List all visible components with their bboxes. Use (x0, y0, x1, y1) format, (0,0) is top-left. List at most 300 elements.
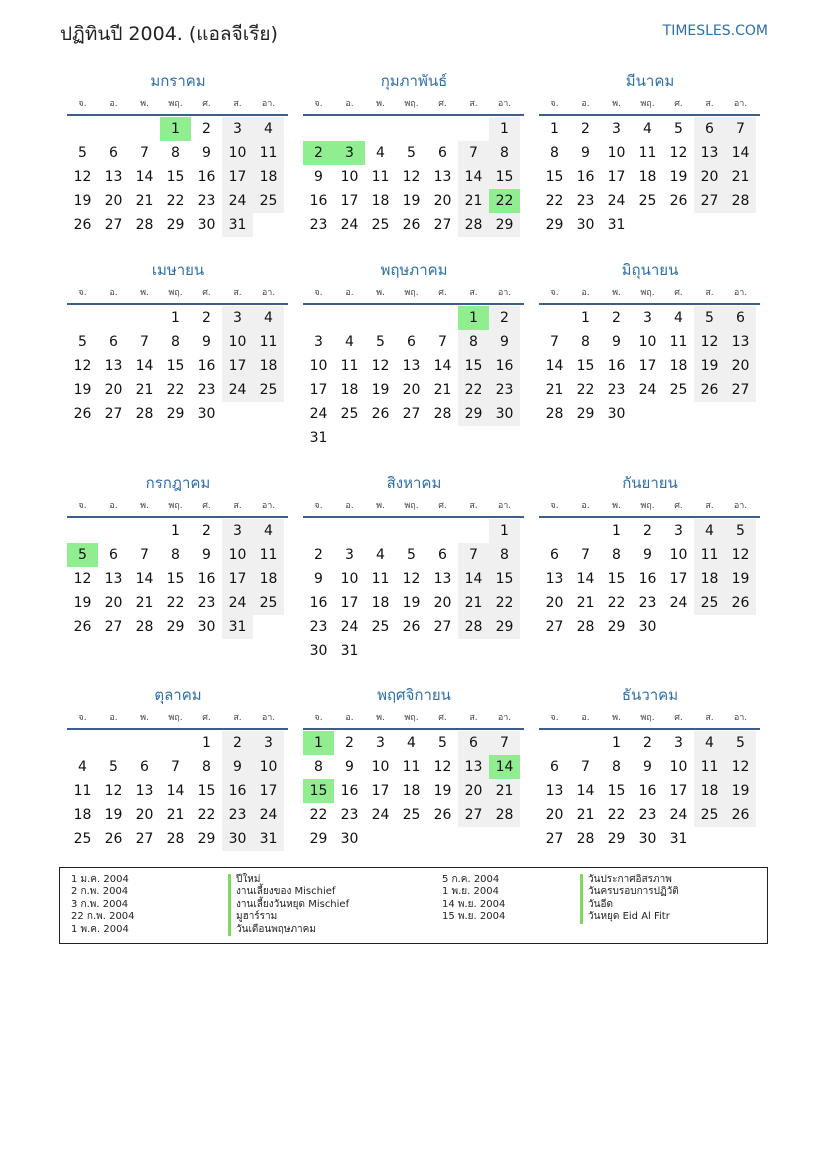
day-cell: 8 (171, 145, 180, 161)
week-row (303, 354, 525, 378)
header-rule (539, 516, 760, 518)
weekday-label: พฤ. (640, 99, 655, 109)
day-cell: 24 (340, 217, 359, 233)
weekday-label: ส. (705, 288, 714, 298)
weekday-label: พ. (140, 713, 149, 723)
day-cell: 28 (576, 831, 595, 847)
day-cell: 28 (458, 615, 489, 639)
day-cell: 17 (669, 783, 688, 799)
weekday-label: อา. (261, 288, 276, 298)
day-cell: 23 (638, 807, 657, 823)
day-cell: 21 (458, 591, 489, 615)
month-name: ตุลาคม (154, 686, 202, 704)
day-cell: 26 (73, 217, 92, 233)
day-cell: 14 (166, 783, 185, 799)
holiday-date: 2 ก.พ. 2004 (71, 886, 129, 898)
day-cell: 16 (576, 169, 595, 185)
day-cell: 5 (694, 306, 725, 330)
holiday-dates-left (71, 874, 135, 936)
week-row (303, 803, 525, 827)
day-cell: 26 (371, 406, 390, 422)
week-row (539, 354, 761, 378)
day-cell: 16 (197, 571, 216, 587)
day-cell: 1 (612, 735, 621, 751)
day-cell: 8 (489, 141, 520, 165)
day-cell: 18 (253, 165, 284, 189)
weekday-label: ศ. (674, 99, 683, 109)
day-cell: 19 (402, 595, 421, 611)
day-cell: 3 (253, 731, 284, 755)
empty-cell (663, 402, 694, 426)
weekday-label: พฤ. (404, 501, 419, 511)
day-cell: 28 (135, 406, 154, 422)
day-cell: 14 (576, 571, 595, 587)
day-cell: 30 (607, 406, 626, 422)
day-cell: 6 (140, 759, 149, 775)
day-cell: 5 (376, 334, 385, 350)
day-cell: 10 (669, 759, 688, 775)
day-cell: 18 (669, 358, 688, 374)
weekday-label: ส. (233, 713, 242, 723)
day-cell: 25 (253, 591, 284, 615)
day-cell: 8 (314, 759, 323, 775)
day-cell: 25 (371, 619, 390, 635)
day-cell: 8 (171, 547, 180, 563)
day-cell: 22 (607, 595, 626, 611)
day-cell: 28 (489, 803, 520, 827)
day-cell: 13 (104, 169, 123, 185)
weekday-label: ศ. (202, 99, 211, 109)
holiday-date: 1 พ.ย. 2004 (442, 886, 499, 898)
week-row (539, 306, 761, 330)
week-row (539, 213, 761, 237)
empty-cell (365, 426, 396, 450)
week-row (303, 165, 525, 189)
day-cell: 27 (433, 217, 452, 233)
day-cell: 17 (638, 358, 657, 374)
day-cell: 2 (581, 121, 590, 137)
day-cell: 30 (197, 406, 216, 422)
weekday-header (303, 281, 525, 303)
day-cell: 22 (166, 595, 185, 611)
weekday-header (539, 494, 761, 516)
week-row (67, 213, 289, 237)
month-block (67, 684, 289, 851)
day-cell: 11 (694, 543, 725, 567)
month-name: กุมภาพันธ์ (380, 72, 448, 90)
day-cell: 11 (694, 755, 725, 779)
week-row (67, 591, 289, 615)
day-cell: 17 (253, 779, 284, 803)
day-cell: 27 (725, 378, 756, 402)
day-cell: 2 (303, 141, 334, 165)
weekday-label: ศ. (202, 713, 211, 723)
day-cell: 14 (458, 567, 489, 591)
day-cell: 15 (576, 358, 595, 374)
day-cell: 5 (725, 731, 756, 755)
day-cell: 3 (612, 121, 621, 137)
day-cell: 20 (545, 807, 564, 823)
empty-cell (396, 426, 427, 450)
day-cell: 1 (489, 519, 520, 543)
day-cell: 15 (489, 567, 520, 591)
holiday-name: มูฮาร์ราม (228, 911, 349, 923)
week-row (303, 117, 525, 141)
day-cell: 27 (104, 619, 123, 635)
weekday-label: พ. (140, 288, 149, 298)
day-cell: 2 (489, 306, 520, 330)
day-cell: 20 (104, 595, 123, 611)
day-cell: 10 (222, 330, 253, 354)
day-cell: 22 (197, 807, 216, 823)
day-cell: 12 (104, 783, 123, 799)
day-cell: 17 (371, 783, 390, 799)
day-cell: 2 (612, 310, 621, 326)
day-cell: 10 (309, 358, 328, 374)
day-cell: 12 (669, 145, 688, 161)
month-name: สิงหาคม (386, 474, 442, 492)
day-cell: 24 (253, 803, 284, 827)
day-cell: 31 (309, 430, 328, 446)
day-cell: 30 (309, 643, 328, 659)
week-row (67, 567, 289, 591)
day-cell: 7 (489, 731, 520, 755)
day-cell: 13 (135, 783, 154, 799)
day-cell: 25 (638, 193, 657, 209)
day-cell: 28 (166, 831, 185, 847)
week-row (303, 330, 525, 354)
day-cell: 27 (458, 803, 489, 827)
weekday-label: พฤ. (404, 288, 419, 298)
month-block (539, 472, 761, 639)
week-row (303, 543, 525, 567)
empty-cell (725, 827, 756, 851)
weekday-label: จ. (78, 99, 87, 109)
week-row (67, 543, 289, 567)
day-cell: 24 (669, 595, 688, 611)
week-row (67, 306, 289, 330)
day-cell: 27 (104, 217, 123, 233)
day-cell: 23 (197, 595, 216, 611)
day-cell: 17 (309, 382, 328, 398)
day-cell: 1 (458, 306, 489, 330)
weekday-label: ศ. (202, 288, 211, 298)
day-cell: 12 (725, 543, 756, 567)
week-row (303, 591, 525, 615)
day-cell: 29 (197, 831, 216, 847)
day-cell: 11 (340, 358, 359, 374)
day-cell: 23 (309, 619, 328, 635)
day-cell: 11 (371, 571, 390, 587)
day-cell: 28 (576, 619, 595, 635)
weekday-label: จ. (78, 288, 87, 298)
day-cell: 5 (725, 519, 756, 543)
day-cell: 22 (166, 382, 185, 398)
day-cell: 9 (643, 547, 652, 563)
day-cell: 29 (489, 213, 520, 237)
day-cell: 27 (104, 406, 123, 422)
day-cell: 3 (376, 735, 385, 751)
holiday-dates-right (442, 874, 505, 924)
day-cell: 29 (576, 406, 595, 422)
weekday-label: พ. (376, 501, 385, 511)
weekday-label: พฤ. (168, 501, 183, 511)
week-row (67, 330, 289, 354)
day-cell: 10 (340, 571, 359, 587)
empty-cell (253, 402, 284, 426)
day-cell: 29 (545, 217, 564, 233)
day-cell: 19 (433, 783, 452, 799)
day-cell: 21 (135, 382, 154, 398)
day-cell: 16 (340, 783, 359, 799)
day-cell: 19 (104, 807, 123, 823)
empty-cell (694, 213, 725, 237)
day-cell: 12 (725, 755, 756, 779)
day-cell: 29 (607, 619, 626, 635)
day-cell: 30 (222, 827, 253, 851)
day-cell: 18 (371, 595, 390, 611)
day-cell: 3 (345, 547, 354, 563)
day-cell: 20 (104, 382, 123, 398)
day-cell: 28 (725, 189, 756, 213)
day-cell: 14 (135, 571, 154, 587)
day-cell: 12 (402, 169, 421, 185)
day-cell: 5 (109, 759, 118, 775)
day-cell: 23 (340, 807, 359, 823)
empty-cell (129, 731, 160, 755)
day-cell: 18 (73, 807, 92, 823)
weekday-label: ศ. (674, 501, 683, 511)
weekday-label: อ. (581, 713, 590, 723)
empty-cell (67, 117, 98, 141)
day-cell: 14 (458, 165, 489, 189)
day-cell: 23 (607, 382, 626, 398)
day-cell: 14 (433, 358, 452, 374)
week-row (539, 779, 761, 803)
empty-cell (365, 117, 396, 141)
weekday-label: ส. (233, 288, 242, 298)
day-cell: 27 (402, 406, 421, 422)
empty-cell (458, 426, 489, 450)
weekday-label: ส. (233, 501, 242, 511)
day-cell: 28 (433, 406, 452, 422)
weekday-label: อ. (345, 99, 354, 109)
holiday-name: วันเดือนพฤษภาคม (228, 924, 349, 936)
day-cell: 3 (222, 117, 253, 141)
empty-cell (396, 306, 427, 330)
day-cell: 20 (725, 354, 756, 378)
day-cell: 29 (458, 402, 489, 426)
empty-cell (663, 213, 694, 237)
day-cell: 30 (197, 619, 216, 635)
weekday-label: พ. (140, 99, 149, 109)
day-cell: 25 (253, 189, 284, 213)
day-cell: 9 (202, 145, 211, 161)
day-cell: 9 (222, 755, 253, 779)
weekday-label: อ. (109, 713, 118, 723)
day-cell: 28 (135, 217, 154, 233)
month-name: กันยายน (622, 474, 678, 492)
day-cell: 24 (669, 807, 688, 823)
weekday-label: ส. (233, 99, 242, 109)
weekday-label: ศ. (438, 713, 447, 723)
day-cell: 20 (694, 165, 725, 189)
day-cell: 27 (545, 831, 564, 847)
empty-cell (98, 306, 129, 330)
holiday-date: 3 ก.พ. 2004 (71, 898, 129, 910)
day-cell: 19 (402, 193, 421, 209)
day-cell: 14 (545, 358, 564, 374)
day-cell: 7 (458, 141, 489, 165)
day-cell: 18 (638, 169, 657, 185)
weekday-label: พฤ. (404, 99, 419, 109)
day-cell: 16 (309, 193, 328, 209)
day-cell: 13 (433, 169, 452, 185)
empty-cell (253, 213, 284, 237)
empty-cell (129, 519, 160, 543)
day-cell: 13 (694, 141, 725, 165)
week-row (539, 402, 761, 426)
month-block (539, 70, 761, 237)
day-cell: 17 (340, 193, 359, 209)
empty-cell (396, 639, 427, 663)
day-cell: 13 (433, 571, 452, 587)
empty-cell (98, 117, 129, 141)
day-cell: 1 (489, 117, 520, 141)
day-cell: 11 (253, 141, 284, 165)
week-row (539, 189, 761, 213)
page-title: ปฏิทินปี 2004. (แอลจีเรีย) (60, 23, 278, 45)
weekday-label: ศ. (438, 288, 447, 298)
empty-cell (427, 827, 458, 851)
week-row (67, 378, 289, 402)
week-row (303, 827, 525, 851)
empty-cell (539, 306, 570, 330)
day-cell: 1 (171, 310, 180, 326)
day-cell: 8 (612, 759, 621, 775)
day-cell: 9 (314, 169, 323, 185)
day-cell: 5 (438, 735, 447, 751)
empty-cell (694, 827, 725, 851)
day-cell: 21 (576, 595, 595, 611)
week-row (67, 141, 289, 165)
day-cell: 6 (694, 117, 725, 141)
week-row (303, 639, 525, 663)
empty-cell (458, 827, 489, 851)
weekday-label: อา. (497, 288, 512, 298)
month-name: กรกฎาคม (145, 474, 211, 492)
day-cell: 28 (458, 213, 489, 237)
day-cell: 3 (674, 523, 683, 539)
day-cell: 24 (340, 619, 359, 635)
day-cell: 26 (433, 807, 452, 823)
header-rule (539, 728, 760, 730)
day-cell: 16 (489, 354, 520, 378)
weekday-label: อ. (109, 288, 118, 298)
day-cell: 6 (109, 145, 118, 161)
day-cell: 15 (607, 783, 626, 799)
weekday-label: ส. (469, 288, 478, 298)
week-row (67, 117, 289, 141)
day-cell: 23 (309, 217, 328, 233)
week-row (67, 779, 289, 803)
day-cell: 9 (202, 547, 211, 563)
day-cell: 31 (222, 213, 253, 237)
day-cell: 7 (550, 334, 559, 350)
day-cell: 13 (458, 755, 489, 779)
weekday-label: อา. (261, 99, 276, 109)
weekday-label: พฤ. (640, 501, 655, 511)
weekday-label: ศ. (438, 501, 447, 511)
weekday-header (539, 706, 761, 728)
empty-cell (632, 402, 663, 426)
day-cell: 4 (253, 117, 284, 141)
holiday-legend (59, 867, 768, 944)
month-name: มิถุนายน (621, 261, 679, 279)
month-name: ธันวาคม (621, 686, 679, 704)
day-cell: 12 (73, 358, 92, 374)
site-link[interactable]: TIMESLES.COM (662, 23, 768, 39)
header-rule (67, 728, 288, 730)
week-row (303, 615, 525, 639)
day-cell: 24 (638, 382, 657, 398)
day-cell: 25 (253, 378, 284, 402)
holiday-date: 1 ม.ค. 2004 (71, 874, 129, 885)
day-cell: 21 (458, 189, 489, 213)
day-cell: 11 (638, 145, 657, 161)
day-cell: 10 (340, 169, 359, 185)
empty-cell (427, 426, 458, 450)
day-cell: 10 (253, 755, 284, 779)
day-cell: 16 (638, 571, 657, 587)
empty-cell (458, 639, 489, 663)
day-cell: 31 (607, 217, 626, 233)
weekday-label: อา. (261, 501, 276, 511)
day-cell: 31 (669, 831, 688, 847)
day-cell: 9 (643, 759, 652, 775)
day-cell: 25 (402, 807, 421, 823)
weekday-label: พ. (376, 99, 385, 109)
day-cell: 17 (222, 165, 253, 189)
empty-cell (396, 117, 427, 141)
empty-cell (725, 615, 756, 639)
day-cell: 30 (340, 831, 359, 847)
weekday-label: อ. (581, 99, 590, 109)
day-cell: 18 (253, 354, 284, 378)
weekday-label: จ. (78, 713, 87, 723)
weekday-label: ศ. (438, 99, 447, 109)
header-rule (67, 114, 288, 116)
empty-cell (67, 519, 98, 543)
empty-cell (694, 615, 725, 639)
weekday-label: อ. (345, 501, 354, 511)
empty-cell (458, 519, 489, 543)
weekday-label: พ. (612, 501, 621, 511)
empty-cell (427, 117, 458, 141)
day-cell: 6 (458, 731, 489, 755)
day-cell: 19 (73, 595, 92, 611)
day-cell: 23 (576, 193, 595, 209)
week-row (539, 165, 761, 189)
day-cell: 7 (140, 547, 149, 563)
day-cell: 26 (669, 193, 688, 209)
weekday-label: อ. (345, 288, 354, 298)
day-cell: 7 (581, 547, 590, 563)
weekday-label: พ. (140, 501, 149, 511)
day-cell: 24 (607, 193, 626, 209)
day-cell: 1 (612, 523, 621, 539)
day-cell: 19 (73, 382, 92, 398)
